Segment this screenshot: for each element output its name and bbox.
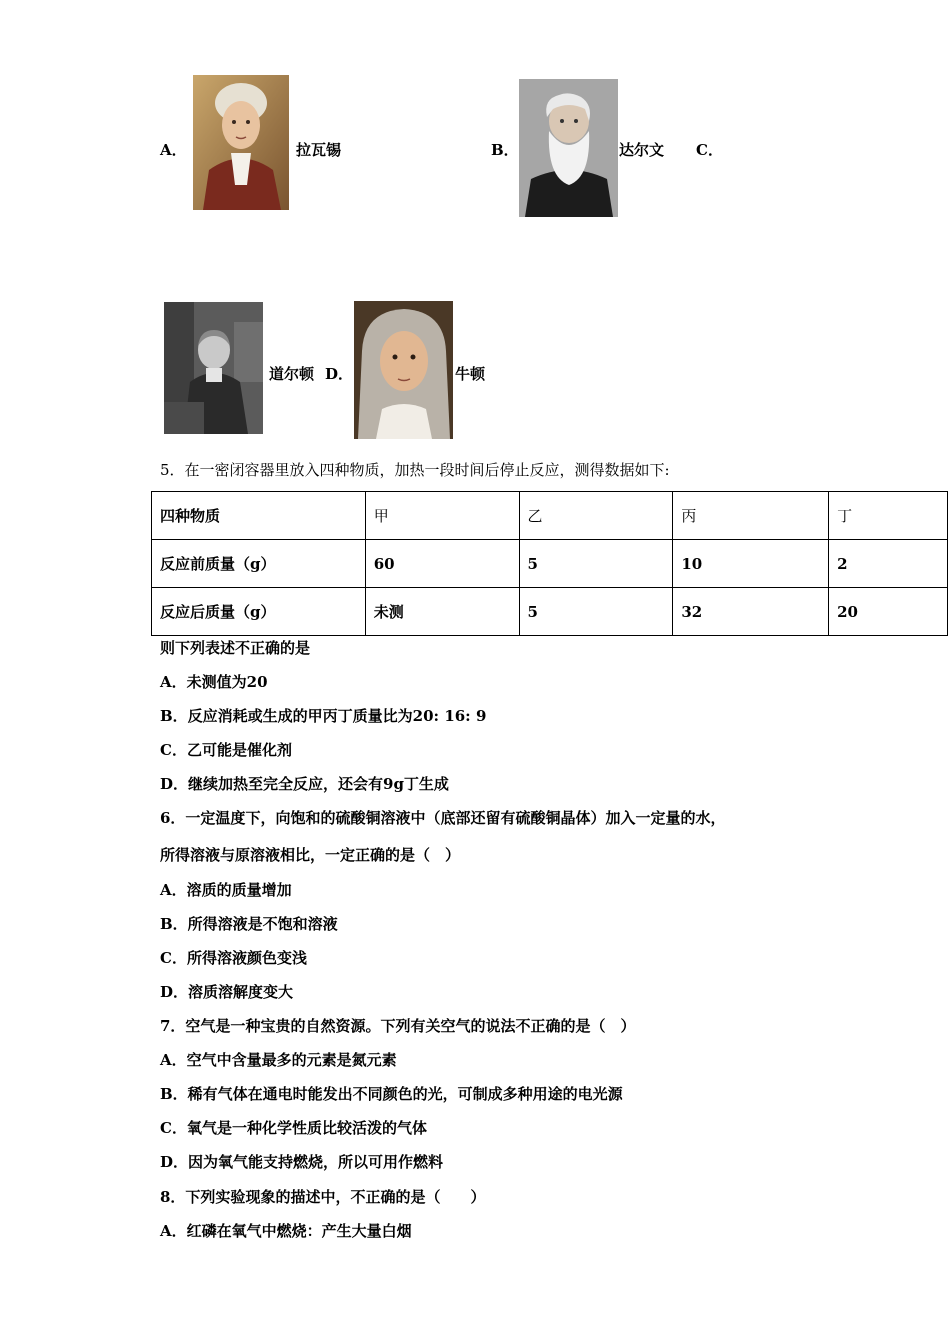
table-cell: 10 [673, 540, 829, 588]
header-cell: 丁 [829, 492, 948, 540]
q7-option-b: B．稀有气体在通电时能发出不同颜色的光，可制成多种用途的电光源 [160, 1085, 623, 1103]
table-cell: 20 [829, 588, 948, 636]
option-d-name: 牛顿 [455, 365, 486, 383]
q7-option-c: C．氧气是一种化学性质比较活泼的气体 [160, 1119, 427, 1137]
header-cell: 丙 [673, 492, 829, 540]
table-cell: 2 [829, 540, 948, 588]
option-b-name: 达尔文 [619, 141, 665, 159]
row-label: 反应前质量（g） [152, 540, 366, 588]
option-d-letter: D． [325, 365, 354, 383]
q8-stem: 8．下列实验现象的描述中，不正确的是（ ） [160, 1188, 486, 1206]
table-cell: 5 [519, 588, 673, 636]
q5-option-a: A．未测值为20 [160, 673, 268, 691]
q6-option-b: B．所得溶液是不饱和溶液 [160, 915, 338, 933]
q5-option-d: D．继续加热至完全反应，还会有9g丁生成 [160, 775, 449, 793]
q8-option-a: A．红磷在氧气中燃烧：产生大量白烟 [160, 1222, 412, 1240]
q6-option-d: D．溶质溶解度变大 [160, 983, 294, 1001]
q7-option-a: A．空气中含量最多的元素是氮元素 [160, 1051, 397, 1069]
q6-option-a: A．溶质的质量增加 [160, 881, 292, 899]
q5-option-b: B．反应消耗或生成的甲丙丁质量比为20: 16: 9 [160, 707, 487, 725]
q7-stem: 7．空气是一种宝贵的自然资源。下列有关空气的说法不正确的是（ ） [160, 1017, 636, 1035]
table-cell: 32 [673, 588, 829, 636]
q6-stem-line2: 所得溶液与原溶液相比，一定正确的是（ ） [160, 846, 461, 864]
table-header-row [152, 492, 948, 540]
row-label: 反应后质量（g） [152, 588, 366, 636]
table-cell: 未测 [365, 588, 519, 636]
option-a-letter: A． [160, 141, 187, 159]
portrait-lavoisier [193, 75, 289, 210]
portrait-newton [354, 301, 453, 439]
header-cell: 甲 [365, 492, 519, 540]
option-b-letter: B． [491, 141, 519, 159]
portrait-dalton [164, 302, 263, 434]
table-cell: 5 [519, 540, 673, 588]
header-cell: 乙 [519, 492, 673, 540]
header-cell: 四种物质 [152, 492, 366, 540]
table-cell: 60 [365, 540, 519, 588]
option-a-name: 拉瓦锡 [296, 141, 342, 159]
q5-option-c: C．乙可能是催化剂 [160, 741, 292, 759]
table-row [152, 588, 948, 636]
portrait-darwin [519, 79, 618, 217]
q7-option-d: D．因为氧气能支持燃烧，所以可用作燃料 [160, 1153, 444, 1171]
q6-option-c: C．所得溶液颜色变浅 [160, 949, 307, 967]
q6-stem-line1: 6．一定温度下，向饱和的硫酸铜溶液中（底部还留有硫酸铜晶体）加入一定量的水， [160, 809, 726, 827]
q5-question: 则下列表述不正确的是 [160, 639, 311, 657]
table-row [152, 540, 948, 588]
option-c-letter: C． [696, 141, 723, 159]
option-c-name: 道尔顿 [269, 365, 315, 383]
q5-stem: 5．在一密闭容器里放入四种物质，加热一段时间后停止反应，测得数据如下: [160, 461, 670, 479]
q5-data-table [151, 491, 948, 636]
